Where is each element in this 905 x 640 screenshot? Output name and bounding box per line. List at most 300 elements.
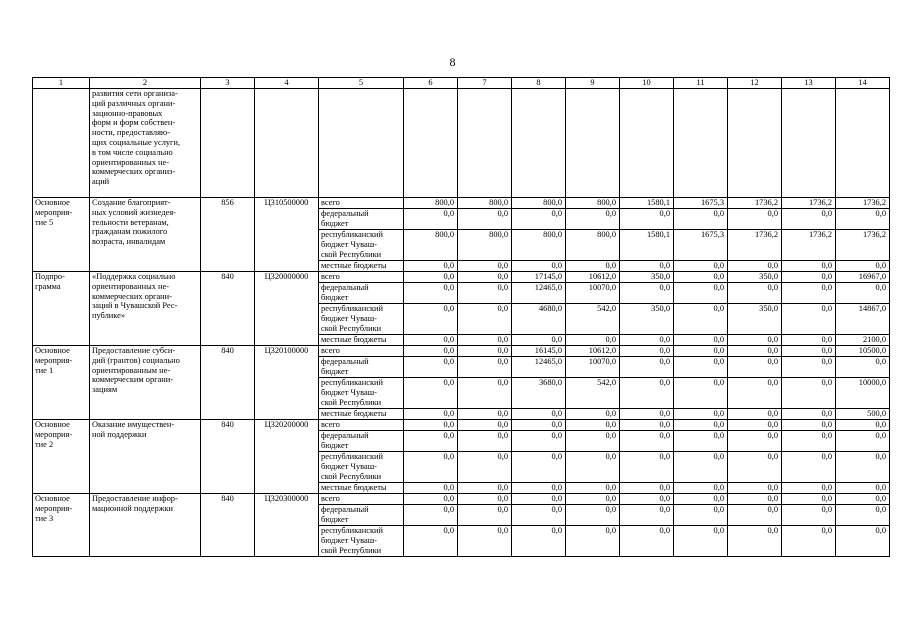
description-line: мационной поддержки	[92, 503, 174, 513]
description-cell	[90, 420, 201, 494]
header-cell: 6	[404, 78, 458, 89]
value-cell: 0,0	[728, 483, 782, 494]
value-cell: 0,0	[728, 378, 782, 409]
value-cell: 0,0	[458, 505, 512, 526]
description-line: ориентированных не-	[92, 281, 169, 291]
value-cell: 0,0	[728, 431, 782, 452]
empty-cell	[404, 89, 458, 198]
value-cell: 0,0	[836, 283, 890, 304]
grbs-code-cell: 840	[201, 346, 255, 420]
value-cell: 0,0	[620, 505, 674, 526]
value-cell: 0,0	[674, 409, 728, 420]
value-cell: 0,0	[782, 209, 836, 230]
value-cell: 0,0	[458, 261, 512, 272]
value-cell: 0,0	[782, 357, 836, 378]
status-cell	[33, 346, 90, 420]
description-line: ориентированных не-	[92, 157, 169, 167]
value-cell: 14867,0	[836, 304, 890, 335]
value-cell: 0,0	[782, 409, 836, 420]
value-cell: 1580,1	[620, 198, 674, 209]
value-cell: 0,0	[782, 346, 836, 357]
description-line: зационно-правовых	[92, 108, 163, 118]
funding-source-cell	[319, 431, 404, 452]
value-cell: 0,0	[620, 452, 674, 483]
description-cell	[90, 272, 201, 346]
value-cell: 350,0	[620, 304, 674, 335]
value-cell: 1675,3	[674, 230, 728, 261]
value-cell: 0,0	[728, 335, 782, 346]
funding-source-cell: всего	[319, 420, 404, 431]
table-row	[33, 272, 890, 283]
value-cell: 500,0	[836, 409, 890, 420]
description-cell	[90, 346, 201, 420]
value-cell: 0,0	[674, 304, 728, 335]
value-cell: 2100,0	[836, 335, 890, 346]
status-cell	[33, 198, 90, 272]
value-cell: 0,0	[620, 378, 674, 409]
value-cell: 0,0	[728, 346, 782, 357]
description-line: дий (грантов) социально	[92, 355, 180, 365]
value-cell: 0,0	[674, 209, 728, 230]
table-row	[33, 346, 890, 357]
value-cell: 0,0	[404, 346, 458, 357]
value-cell: 0,0	[620, 335, 674, 346]
description-line: Оказание имуществен-	[92, 420, 175, 429]
status-line: мероприя-	[35, 355, 73, 365]
funding-source-line: республиканский	[321, 526, 383, 535]
value-cell: 0,0	[782, 335, 836, 346]
value-cell: 16145,0	[512, 346, 566, 357]
empty-cell	[566, 89, 620, 198]
value-cell: 0,0	[566, 483, 620, 494]
value-cell: 1580,1	[620, 230, 674, 261]
header-cell: 3	[201, 78, 255, 89]
empty-cell	[674, 89, 728, 198]
page-number: 8	[449, 55, 456, 69]
classification-code-cell: Ц320000000	[255, 272, 319, 346]
value-cell: 350,0	[728, 272, 782, 283]
value-cell: 0,0	[836, 431, 890, 452]
grbs-code-cell: 840	[201, 420, 255, 494]
description-line: щих социальные услуги,	[92, 137, 181, 147]
value-cell: 0,0	[782, 526, 836, 557]
header-cell: 2	[90, 78, 201, 89]
header-cell: 5	[319, 78, 404, 89]
value-cell: 0,0	[728, 420, 782, 431]
value-cell: 0,0	[458, 283, 512, 304]
value-cell: 542,0	[566, 378, 620, 409]
description-line: аций	[92, 177, 110, 187]
value-cell: 0,0	[404, 505, 458, 526]
funding-source-cell	[319, 526, 404, 557]
empty-cell	[201, 89, 255, 198]
funding-source-line: бюджет Чуваш-	[321, 239, 377, 249]
status-line: тие 2	[35, 439, 54, 449]
continuation-row	[33, 89, 890, 198]
value-cell: 0,0	[782, 272, 836, 283]
value-cell: 0,0	[674, 452, 728, 483]
funding-source-line: бюджет	[321, 292, 349, 302]
funding-source-line: бюджет	[321, 218, 349, 228]
empty-cell	[458, 89, 512, 198]
value-cell: 1736,2	[728, 230, 782, 261]
table-row	[33, 198, 890, 209]
empty-cell	[728, 89, 782, 198]
value-cell: 0,0	[458, 304, 512, 335]
value-cell: 0,0	[674, 431, 728, 452]
value-cell: 0,0	[458, 209, 512, 230]
value-cell: 0,0	[674, 420, 728, 431]
table-row	[33, 420, 890, 431]
value-cell: 0,0	[404, 409, 458, 420]
description-cell	[90, 89, 201, 198]
funding-source-cell	[319, 209, 404, 230]
funding-source-line: бюджет	[321, 440, 349, 450]
status-line: Основное	[35, 494, 70, 503]
funding-source-line: бюджет Чуваш-	[321, 387, 377, 397]
value-cell: 800,0	[404, 198, 458, 209]
value-cell: 0,0	[566, 335, 620, 346]
status-line: Основное	[35, 198, 70, 207]
value-cell: 0,0	[512, 452, 566, 483]
status-line: мероприя-	[35, 207, 73, 217]
description-line: ных условий жизнедея-	[92, 207, 176, 217]
value-cell: 0,0	[674, 335, 728, 346]
grbs-code-cell: 840	[201, 494, 255, 557]
description-line: возраста, инвалидам	[92, 237, 166, 247]
value-cell: 0,0	[458, 431, 512, 452]
value-cell: 0,0	[458, 483, 512, 494]
value-cell: 0,0	[512, 409, 566, 420]
value-cell: 0,0	[404, 209, 458, 230]
description-line: Предоставление субси-	[92, 346, 176, 355]
header-cell: 4	[255, 78, 319, 89]
value-cell: 350,0	[728, 304, 782, 335]
value-cell: 10500,0	[836, 346, 890, 357]
budget-table	[32, 77, 890, 557]
funding-source-cell	[319, 357, 404, 378]
value-cell: 0,0	[620, 209, 674, 230]
funding-source-cell: всего	[319, 494, 404, 505]
table-row	[33, 494, 890, 505]
value-cell: 0,0	[566, 261, 620, 272]
funding-source-cell: местные бюджеты	[319, 483, 404, 494]
value-cell: 0,0	[620, 346, 674, 357]
value-cell: 0,0	[404, 420, 458, 431]
value-cell: 0,0	[836, 261, 890, 272]
status-line: Основное	[35, 420, 70, 429]
value-cell: 0,0	[458, 272, 512, 283]
description-line: форм и форм собствен-	[92, 118, 176, 128]
value-cell: 0,0	[782, 452, 836, 483]
funding-source-line: ской Республики	[321, 471, 382, 481]
status-line: Подпро-	[35, 272, 65, 281]
value-cell: 0,0	[566, 409, 620, 420]
funding-source-cell	[319, 230, 404, 261]
value-cell: 0,0	[728, 261, 782, 272]
value-cell: 0,0	[620, 483, 674, 494]
grbs-code-cell: 840	[201, 272, 255, 346]
value-cell: 0,0	[404, 272, 458, 283]
funding-source-cell: всего	[319, 272, 404, 283]
description-line: гражданам пожилого	[92, 227, 168, 237]
value-cell: 1736,2	[836, 230, 890, 261]
header-row	[33, 78, 890, 89]
value-cell: 0,0	[458, 357, 512, 378]
status-line: тие 1	[35, 365, 54, 375]
value-cell: 0,0	[836, 494, 890, 505]
value-cell: 0,0	[782, 494, 836, 505]
header-cell: 7	[458, 78, 512, 89]
value-cell: 0,0	[404, 261, 458, 272]
header-cell: 12	[728, 78, 782, 89]
status-line: тие 5	[35, 217, 54, 227]
funding-source-line: бюджет Чуваш-	[321, 461, 377, 471]
description-line: Создание благоприят-	[92, 198, 171, 207]
funding-source-line: бюджет Чуваш-	[321, 535, 377, 545]
value-cell: 0,0	[566, 209, 620, 230]
value-cell: 0,0	[620, 420, 674, 431]
value-cell: 0,0	[458, 409, 512, 420]
value-cell: 0,0	[674, 505, 728, 526]
status-cell	[33, 420, 90, 494]
value-cell: 0,0	[728, 452, 782, 483]
value-cell: 0,0	[458, 335, 512, 346]
value-cell: 0,0	[674, 261, 728, 272]
value-cell: 800,0	[566, 198, 620, 209]
value-cell: 0,0	[728, 505, 782, 526]
value-cell: 0,0	[512, 505, 566, 526]
value-cell: 0,0	[674, 272, 728, 283]
funding-source-line: федеральный	[321, 209, 369, 218]
funding-source-line: бюджет	[321, 514, 349, 524]
value-cell: 0,0	[782, 483, 836, 494]
value-cell: 0,0	[404, 283, 458, 304]
classification-code-cell: Ц320100000	[255, 346, 319, 420]
empty-cell	[782, 89, 836, 198]
value-cell: 0,0	[728, 494, 782, 505]
value-cell: 1736,2	[836, 198, 890, 209]
value-cell: 0,0	[404, 378, 458, 409]
empty-cell	[319, 89, 404, 198]
description-line: «Поддержка социально	[92, 272, 176, 281]
funding-source-cell	[319, 505, 404, 526]
description-line: ности, предоставляю-	[92, 128, 170, 138]
value-cell: 0,0	[782, 261, 836, 272]
description-cell	[90, 494, 201, 557]
value-cell: 10000,0	[836, 378, 890, 409]
value-cell: 0,0	[620, 494, 674, 505]
funding-source-line: бюджет Чуваш-	[321, 313, 377, 323]
value-cell: 16967,0	[836, 272, 890, 283]
value-cell: 1736,2	[782, 230, 836, 261]
value-cell: 0,0	[458, 420, 512, 431]
value-cell: 1675,3	[674, 198, 728, 209]
funding-source-line: ской Республики	[321, 249, 382, 259]
value-cell: 0,0	[728, 283, 782, 304]
funding-source-line: ской Республики	[321, 545, 382, 555]
value-cell: 0,0	[404, 304, 458, 335]
header-cell: 10	[620, 78, 674, 89]
value-cell: 0,0	[620, 526, 674, 557]
value-cell: 0,0	[674, 283, 728, 304]
value-cell: 0,0	[566, 526, 620, 557]
value-cell: 0,0	[836, 452, 890, 483]
value-cell: 0,0	[728, 526, 782, 557]
status-line: Основное	[35, 346, 70, 355]
value-cell: 0,0	[566, 431, 620, 452]
value-cell: 0,0	[458, 378, 512, 409]
value-cell: 0,0	[458, 526, 512, 557]
status-line: тие 3	[35, 513, 54, 523]
status-cell	[33, 494, 90, 557]
funding-source-line: ской Республики	[321, 397, 382, 407]
value-cell: 0,0	[566, 452, 620, 483]
description-line: ций различных органи-	[92, 98, 176, 108]
value-cell: 0,0	[782, 420, 836, 431]
value-cell: 800,0	[566, 230, 620, 261]
funding-source-cell: всего	[319, 198, 404, 209]
description-line: коммерческим органи-	[92, 375, 174, 385]
value-cell: 1736,2	[782, 198, 836, 209]
value-cell: 12465,0	[512, 283, 566, 304]
funding-source-cell: местные бюджеты	[319, 409, 404, 420]
value-cell: 0,0	[512, 494, 566, 505]
value-cell: 0,0	[512, 261, 566, 272]
value-cell: 0,0	[674, 346, 728, 357]
description-line: коммерческих органи-	[92, 291, 172, 301]
funding-source-line: федеральный	[321, 431, 369, 440]
value-cell: 0,0	[404, 526, 458, 557]
value-cell: 0,0	[566, 420, 620, 431]
value-cell: 0,0	[836, 526, 890, 557]
funding-source-cell	[319, 452, 404, 483]
description-line: тельности ветеранам,	[92, 217, 169, 227]
value-cell: 0,0	[404, 452, 458, 483]
funding-source-cell	[319, 304, 404, 335]
value-cell: 0,0	[836, 505, 890, 526]
value-cell: 0,0	[512, 209, 566, 230]
value-cell: 0,0	[728, 209, 782, 230]
value-cell: 0,0	[512, 420, 566, 431]
funding-source-line: федеральный	[321, 505, 369, 514]
funding-source-line: федеральный	[321, 283, 369, 292]
header-cell: 9	[566, 78, 620, 89]
status-cell	[33, 272, 90, 346]
value-cell: 0,0	[836, 209, 890, 230]
description-line: ориентированным не-	[92, 365, 171, 375]
funding-source-line: республиканский	[321, 378, 383, 387]
header-cell: 8	[512, 78, 566, 89]
value-cell: 0,0	[674, 494, 728, 505]
table-body	[33, 78, 890, 557]
funding-source-line: бюджет	[321, 366, 349, 376]
description-line: коммерческих организ-	[92, 167, 176, 177]
header-cell: 11	[674, 78, 728, 89]
value-cell: 0,0	[782, 505, 836, 526]
value-cell: 0,0	[458, 346, 512, 357]
description-line: Предоставление инфор-	[92, 494, 178, 503]
value-cell: 800,0	[512, 230, 566, 261]
value-cell: 0,0	[512, 335, 566, 346]
empty-cell	[255, 89, 319, 198]
value-cell: 0,0	[620, 431, 674, 452]
value-cell: 0,0	[512, 483, 566, 494]
value-cell: 0,0	[782, 378, 836, 409]
value-cell: 0,0	[674, 378, 728, 409]
value-cell: 0,0	[836, 420, 890, 431]
header-cell: 14	[836, 78, 890, 89]
value-cell: 0,0	[836, 357, 890, 378]
value-cell: 17145,0	[512, 272, 566, 283]
value-cell: 0,0	[566, 505, 620, 526]
description-cell	[90, 198, 201, 272]
status-line: мероприя-	[35, 503, 73, 513]
value-cell: 0,0	[674, 526, 728, 557]
funding-source-line: ской Республики	[321, 323, 382, 333]
value-cell: 0,0	[404, 431, 458, 452]
empty-cell	[620, 89, 674, 198]
value-cell: 0,0	[782, 431, 836, 452]
value-cell: 0,0	[620, 283, 674, 304]
classification-code-cell: Ц320300000	[255, 494, 319, 557]
value-cell: 800,0	[458, 198, 512, 209]
value-cell: 0,0	[674, 357, 728, 378]
value-cell: 0,0	[566, 494, 620, 505]
description-line: развития сети организа-	[92, 89, 178, 98]
status-line: грамма	[35, 281, 61, 291]
description-line: в том числе социально	[92, 147, 173, 157]
funding-source-line: республиканский	[321, 230, 383, 239]
header-cell: 1	[33, 78, 90, 89]
value-cell: 3680,0	[512, 378, 566, 409]
value-cell: 10612,0	[566, 272, 620, 283]
funding-source-line: республиканский	[321, 452, 383, 461]
description-line: публике»	[92, 311, 126, 321]
header-cell: 13	[782, 78, 836, 89]
value-cell: 12465,0	[512, 357, 566, 378]
value-cell: 0,0	[404, 494, 458, 505]
value-cell: 0,0	[620, 357, 674, 378]
description-line: заций в Чувашской Рес-	[92, 301, 178, 311]
value-cell: 10070,0	[566, 283, 620, 304]
value-cell: 0,0	[620, 261, 674, 272]
funding-source-line: республиканский	[321, 304, 383, 313]
empty-cell	[512, 89, 566, 198]
grbs-code-cell: 856	[201, 198, 255, 272]
value-cell: 800,0	[404, 230, 458, 261]
funding-source-cell	[319, 283, 404, 304]
value-cell: 4680,0	[512, 304, 566, 335]
value-cell: 0,0	[620, 409, 674, 420]
funding-source-cell: всего	[319, 346, 404, 357]
value-cell: 0,0	[782, 283, 836, 304]
status-line: мероприя-	[35, 429, 73, 439]
funding-source-cell	[319, 378, 404, 409]
value-cell: 800,0	[458, 230, 512, 261]
value-cell: 0,0	[458, 494, 512, 505]
empty-cell	[836, 89, 890, 198]
description-line: зациям	[92, 385, 118, 395]
value-cell: 0,0	[404, 335, 458, 346]
value-cell: 350,0	[620, 272, 674, 283]
value-cell: 800,0	[512, 198, 566, 209]
value-cell: 542,0	[566, 304, 620, 335]
value-cell: 10070,0	[566, 357, 620, 378]
description-line: ной поддержки	[92, 429, 147, 439]
status-cell	[33, 89, 90, 198]
value-cell: 0,0	[782, 304, 836, 335]
